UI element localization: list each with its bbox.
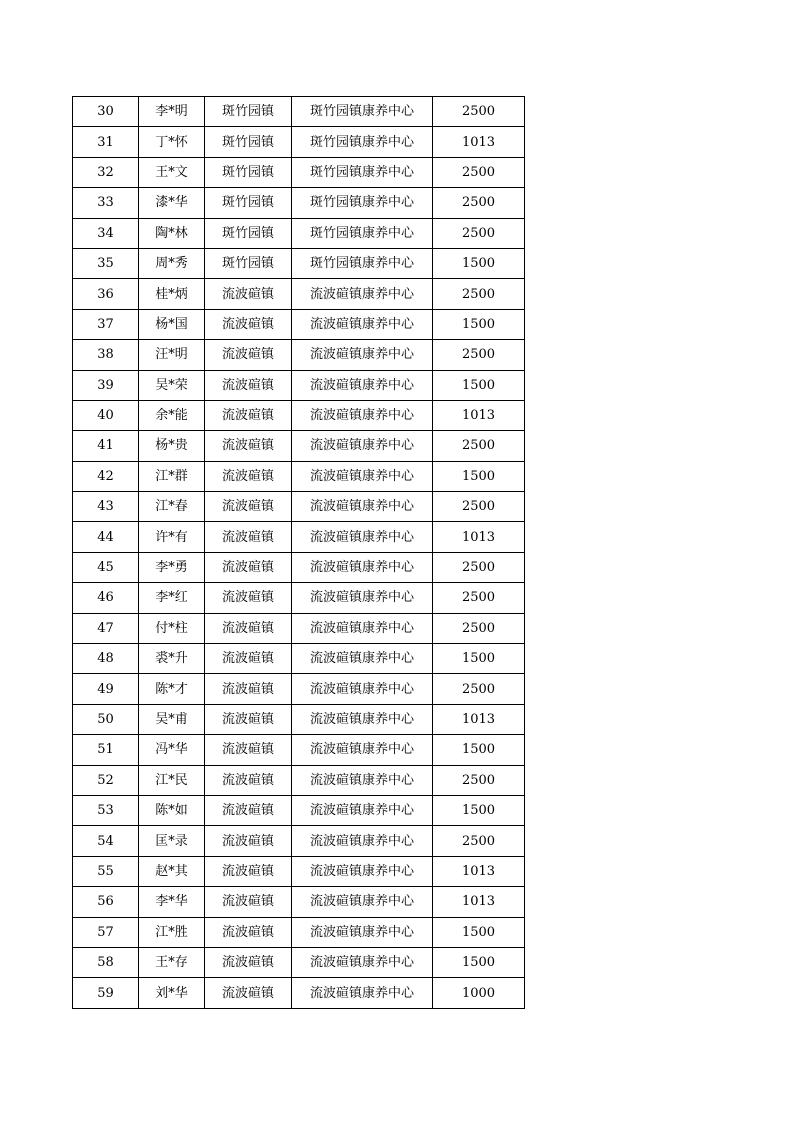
row-number-cell: 49 xyxy=(73,674,139,704)
table-row xyxy=(73,492,525,522)
name-cell: 刘*华 xyxy=(139,978,205,1008)
amount-cell: 1013 xyxy=(433,400,525,430)
name-cell: 吴*甫 xyxy=(139,704,205,734)
amount-cell: 2500 xyxy=(433,674,525,704)
institution-cell: 流波碹镇康养中心 xyxy=(292,735,433,765)
row-number-cell: 36 xyxy=(73,279,139,309)
name-cell: 陶*林 xyxy=(139,218,205,248)
name-cell: 王*存 xyxy=(139,947,205,977)
amount-cell: 2500 xyxy=(433,218,525,248)
row-number-cell: 31 xyxy=(73,127,139,157)
town-cell: 流波碹镇 xyxy=(205,522,292,552)
table-row xyxy=(73,978,525,1008)
institution-cell: 流波碹镇康养中心 xyxy=(292,522,433,552)
row-number-cell: 35 xyxy=(73,248,139,278)
amount-cell: 1500 xyxy=(433,644,525,674)
name-cell: 杨*国 xyxy=(139,309,205,339)
amount-cell: 2500 xyxy=(433,583,525,613)
table-row xyxy=(73,552,525,582)
row-number-cell: 32 xyxy=(73,157,139,187)
institution-cell: 流波碹镇康养中心 xyxy=(292,431,433,461)
amount-cell: 1013 xyxy=(433,127,525,157)
row-number-cell: 44 xyxy=(73,522,139,552)
name-cell: 冯*华 xyxy=(139,735,205,765)
document-page xyxy=(72,96,525,1009)
institution-cell: 流波碹镇康养中心 xyxy=(292,583,433,613)
table-row xyxy=(73,856,525,886)
row-number-cell: 47 xyxy=(73,613,139,643)
institution-cell: 流波碹镇康养中心 xyxy=(292,492,433,522)
table-row xyxy=(73,309,525,339)
institution-cell: 流波碹镇康养中心 xyxy=(292,644,433,674)
amount-cell: 2500 xyxy=(433,552,525,582)
row-number-cell: 43 xyxy=(73,492,139,522)
amount-cell: 1500 xyxy=(433,735,525,765)
name-cell: 匡*录 xyxy=(139,826,205,856)
amount-cell: 2500 xyxy=(433,279,525,309)
table-row xyxy=(73,644,525,674)
row-number-cell: 59 xyxy=(73,978,139,1008)
row-number-cell: 33 xyxy=(73,188,139,218)
institution-cell: 斑竹园镇康养中心 xyxy=(292,248,433,278)
row-number-cell: 52 xyxy=(73,765,139,795)
name-cell: 江*群 xyxy=(139,461,205,491)
table-row xyxy=(73,704,525,734)
row-number-cell: 41 xyxy=(73,431,139,461)
table-row xyxy=(73,795,525,825)
town-cell: 流波碹镇 xyxy=(205,978,292,1008)
name-cell: 江*胜 xyxy=(139,917,205,947)
institution-cell: 流波碹镇康养中心 xyxy=(292,826,433,856)
amount-cell: 2500 xyxy=(433,157,525,187)
institution-cell: 流波碹镇康养中心 xyxy=(292,461,433,491)
table-row xyxy=(73,279,525,309)
amount-cell: 1500 xyxy=(433,309,525,339)
institution-cell: 流波碹镇康养中心 xyxy=(292,887,433,917)
institution-cell: 流波碹镇康养中心 xyxy=(292,674,433,704)
town-cell: 流波碹镇 xyxy=(205,887,292,917)
institution-cell: 斑竹园镇康养中心 xyxy=(292,127,433,157)
table-row xyxy=(73,157,525,187)
town-cell: 斑竹园镇 xyxy=(205,97,292,127)
amount-cell: 2500 xyxy=(433,765,525,795)
amount-cell: 2500 xyxy=(433,613,525,643)
town-cell: 斑竹园镇 xyxy=(205,248,292,278)
town-cell: 斑竹园镇 xyxy=(205,127,292,157)
name-cell: 李*红 xyxy=(139,583,205,613)
amount-cell: 2500 xyxy=(433,97,525,127)
institution-cell: 斑竹园镇康养中心 xyxy=(292,188,433,218)
amount-cell: 2500 xyxy=(433,188,525,218)
row-number-cell: 58 xyxy=(73,947,139,977)
row-number-cell: 53 xyxy=(73,795,139,825)
table-row xyxy=(73,887,525,917)
amount-cell: 1013 xyxy=(433,704,525,734)
row-number-cell: 37 xyxy=(73,309,139,339)
table-row xyxy=(73,735,525,765)
institution-cell: 流波碹镇康养中心 xyxy=(292,400,433,430)
table-row xyxy=(73,765,525,795)
amount-cell: 1000 xyxy=(433,978,525,1008)
amount-cell: 1500 xyxy=(433,795,525,825)
town-cell: 流波碹镇 xyxy=(205,279,292,309)
table-row xyxy=(73,431,525,461)
name-cell: 丁*怀 xyxy=(139,127,205,157)
town-cell: 流波碹镇 xyxy=(205,947,292,977)
table-row xyxy=(73,613,525,643)
amount-cell: 1500 xyxy=(433,917,525,947)
table-row xyxy=(73,127,525,157)
name-cell: 江*春 xyxy=(139,492,205,522)
table-body xyxy=(73,97,525,1009)
institution-cell: 流波碹镇康养中心 xyxy=(292,613,433,643)
name-cell: 周*秀 xyxy=(139,248,205,278)
name-cell: 吴*荣 xyxy=(139,370,205,400)
town-cell: 流波碹镇 xyxy=(205,431,292,461)
table-row xyxy=(73,461,525,491)
name-cell: 余*能 xyxy=(139,400,205,430)
institution-cell: 流波碹镇康养中心 xyxy=(292,370,433,400)
institution-cell: 流波碹镇康养中心 xyxy=(292,765,433,795)
name-cell: 付*柱 xyxy=(139,613,205,643)
row-number-cell: 45 xyxy=(73,552,139,582)
row-number-cell: 48 xyxy=(73,644,139,674)
row-number-cell: 40 xyxy=(73,400,139,430)
table-row xyxy=(73,97,525,127)
row-number-cell: 55 xyxy=(73,856,139,886)
name-cell: 汪*明 xyxy=(139,340,205,370)
row-number-cell: 42 xyxy=(73,461,139,491)
row-number-cell: 34 xyxy=(73,218,139,248)
institution-cell: 流波碹镇康养中心 xyxy=(292,947,433,977)
institution-cell: 流波碹镇康养中心 xyxy=(292,795,433,825)
amount-cell: 1500 xyxy=(433,461,525,491)
table-row xyxy=(73,218,525,248)
table-row xyxy=(73,522,525,552)
town-cell: 流波碹镇 xyxy=(205,370,292,400)
town-cell: 流波碹镇 xyxy=(205,674,292,704)
town-cell: 流波碹镇 xyxy=(205,583,292,613)
row-number-cell: 54 xyxy=(73,826,139,856)
institution-cell: 流波碹镇康养中心 xyxy=(292,917,433,947)
name-cell: 李*勇 xyxy=(139,552,205,582)
institution-cell: 流波碹镇康养中心 xyxy=(292,552,433,582)
amount-cell: 2500 xyxy=(433,340,525,370)
institution-cell: 流波碹镇康养中心 xyxy=(292,340,433,370)
amount-cell: 2500 xyxy=(433,431,525,461)
institution-cell: 斑竹园镇康养中心 xyxy=(292,218,433,248)
table-row xyxy=(73,248,525,278)
institution-cell: 斑竹园镇康养中心 xyxy=(292,157,433,187)
table-row xyxy=(73,674,525,704)
town-cell: 流波碹镇 xyxy=(205,735,292,765)
town-cell: 流波碹镇 xyxy=(205,552,292,582)
town-cell: 流波碹镇 xyxy=(205,704,292,734)
town-cell: 斑竹园镇 xyxy=(205,157,292,187)
name-cell: 桂*炳 xyxy=(139,279,205,309)
town-cell: 流波碹镇 xyxy=(205,795,292,825)
town-cell: 流波碹镇 xyxy=(205,917,292,947)
table-row xyxy=(73,917,525,947)
table-row xyxy=(73,400,525,430)
row-number-cell: 39 xyxy=(73,370,139,400)
town-cell: 流波碹镇 xyxy=(205,826,292,856)
name-cell: 陈*才 xyxy=(139,674,205,704)
town-cell: 流波碹镇 xyxy=(205,856,292,886)
table-row xyxy=(73,826,525,856)
town-cell: 流波碹镇 xyxy=(205,613,292,643)
row-number-cell: 38 xyxy=(73,340,139,370)
row-number-cell: 30 xyxy=(73,97,139,127)
institution-cell: 流波碹镇康养中心 xyxy=(292,704,433,734)
table-row xyxy=(73,947,525,977)
town-cell: 斑竹园镇 xyxy=(205,188,292,218)
name-cell: 李*明 xyxy=(139,97,205,127)
row-number-cell: 57 xyxy=(73,917,139,947)
table-row xyxy=(73,370,525,400)
amount-cell: 1013 xyxy=(433,522,525,552)
institution-cell: 斑竹园镇康养中心 xyxy=(292,97,433,127)
institution-cell: 流波碹镇康养中心 xyxy=(292,978,433,1008)
town-cell: 流波碹镇 xyxy=(205,400,292,430)
name-cell: 赵*其 xyxy=(139,856,205,886)
name-cell: 李*华 xyxy=(139,887,205,917)
town-cell: 流波碹镇 xyxy=(205,492,292,522)
row-number-cell: 51 xyxy=(73,735,139,765)
name-cell: 裘*升 xyxy=(139,644,205,674)
name-cell: 陈*如 xyxy=(139,795,205,825)
name-cell: 王*文 xyxy=(139,157,205,187)
town-cell: 流波碹镇 xyxy=(205,340,292,370)
amount-cell: 1500 xyxy=(433,248,525,278)
amount-cell: 1013 xyxy=(433,887,525,917)
amount-cell: 2500 xyxy=(433,492,525,522)
row-number-cell: 46 xyxy=(73,583,139,613)
table-row xyxy=(73,188,525,218)
name-cell: 江*民 xyxy=(139,765,205,795)
table-row xyxy=(73,583,525,613)
town-cell: 斑竹园镇 xyxy=(205,218,292,248)
table-row xyxy=(73,340,525,370)
name-cell: 杨*贵 xyxy=(139,431,205,461)
data-table xyxy=(72,96,525,1009)
row-number-cell: 56 xyxy=(73,887,139,917)
amount-cell: 1500 xyxy=(433,370,525,400)
row-number-cell: 50 xyxy=(73,704,139,734)
town-cell: 流波碹镇 xyxy=(205,461,292,491)
institution-cell: 流波碹镇康养中心 xyxy=(292,309,433,339)
amount-cell: 2500 xyxy=(433,826,525,856)
town-cell: 流波碹镇 xyxy=(205,765,292,795)
town-cell: 流波碹镇 xyxy=(205,644,292,674)
amount-cell: 1013 xyxy=(433,856,525,886)
name-cell: 漆*华 xyxy=(139,188,205,218)
amount-cell: 1500 xyxy=(433,947,525,977)
institution-cell: 流波碹镇康养中心 xyxy=(292,856,433,886)
institution-cell: 流波碹镇康养中心 xyxy=(292,279,433,309)
name-cell: 许*有 xyxy=(139,522,205,552)
town-cell: 流波碹镇 xyxy=(205,309,292,339)
